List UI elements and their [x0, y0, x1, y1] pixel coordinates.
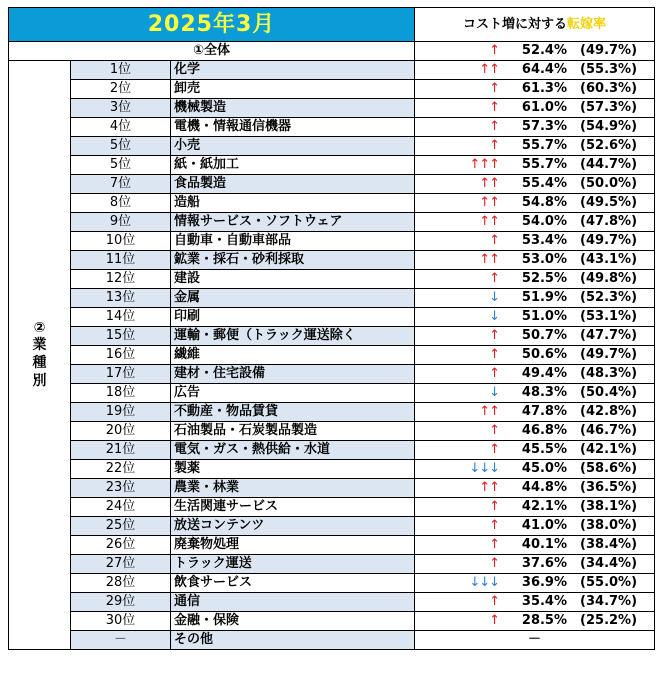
trend-arrow-icon: ↑↑ [479, 62, 500, 77]
rate-cell [415, 308, 655, 327]
industry-name: 広告 [171, 384, 415, 403]
rate-box [415, 460, 654, 478]
rate-box [415, 99, 654, 117]
rank-cell: 18位 [71, 384, 171, 403]
current-rate: 40.1% [521, 537, 568, 552]
header-row [9, 8, 655, 42]
rank-cell: 4位 [71, 118, 171, 137]
industry-name: 化学 [171, 61, 415, 80]
rank-cell: 27位 [71, 555, 171, 574]
industry-name: 印刷 [171, 308, 415, 327]
previous-rate: (42.8%) [580, 404, 638, 419]
trend-arrow-icon: ↓↓↓ [469, 461, 500, 476]
rate-box [415, 308, 654, 326]
current-rate: 55.7% [521, 157, 568, 172]
table-row [9, 422, 655, 441]
industry-name: 繊維 [171, 346, 415, 365]
previous-rate: (49.8%) [580, 271, 638, 286]
current-rate: 36.9% [521, 575, 568, 590]
section-label-char: 業 [32, 337, 47, 353]
table-row [9, 384, 655, 403]
current-rate: 51.0% [521, 309, 568, 324]
rate-cell [415, 289, 655, 308]
previous-rate: (54.9%) [580, 119, 638, 134]
rank-cell: 14位 [71, 308, 171, 327]
current-rate: 45.0% [521, 461, 568, 476]
rank-cell: 21位 [71, 441, 171, 460]
table-row [9, 118, 655, 137]
rate-box [415, 156, 654, 174]
table-row [9, 593, 655, 612]
section-label [9, 61, 71, 650]
rate-cell [415, 346, 655, 365]
industry-name: 電機・情報通信機器 [171, 118, 415, 137]
trend-arrow-icon: ↑↑ [479, 252, 500, 267]
trend-arrow-icon: ↑ [489, 138, 500, 153]
trend-arrow-icon: ↑ [489, 119, 500, 134]
table-row [9, 441, 655, 460]
previous-rate: (43.1%) [580, 252, 638, 267]
table-row [9, 403, 655, 422]
current-rate: 51.9% [521, 290, 568, 305]
rank-cell: 19位 [71, 403, 171, 422]
rate-header-emphasis: 転嫁率 [567, 17, 607, 32]
table-row [9, 574, 655, 593]
rate-cell [415, 232, 655, 251]
industry-name: 製薬 [171, 460, 415, 479]
current-rate: 61.3% [521, 81, 568, 96]
table-row [9, 80, 655, 99]
trend-arrow-icon: ↑ [489, 537, 500, 552]
table-row [9, 194, 655, 213]
rate-cell [415, 99, 655, 118]
previous-rate: (38.0%) [580, 518, 638, 533]
trend-arrow-icon: ↑ [489, 594, 500, 609]
rate-box [415, 479, 654, 497]
rate-cell [415, 80, 655, 99]
trend-arrow-icon: ↑ [489, 613, 500, 628]
rank-cell: 13位 [71, 289, 171, 308]
previous-rate: (47.7%) [580, 328, 638, 343]
industry-name: 紙・紙加工 [171, 156, 415, 175]
current-rate: 50.7% [521, 328, 568, 343]
rank-cell: 5位 [71, 137, 171, 156]
current-rate: 52.5% [521, 271, 568, 286]
rank-cell: 25位 [71, 517, 171, 536]
current-rate: 28.5% [521, 613, 568, 628]
industry-name: 廃棄物処理 [171, 536, 415, 555]
current-rate: 49.4% [521, 366, 568, 381]
rank-cell: 7位 [71, 175, 171, 194]
trend-arrow-icon: ↑↑ [479, 480, 500, 495]
rate-cell [415, 270, 655, 289]
current-rate: 42.1% [521, 499, 568, 514]
rank-cell: 28位 [71, 574, 171, 593]
rate-box [415, 574, 654, 592]
rate-box [415, 270, 654, 288]
trend-arrow-icon: ↑↑ [479, 404, 500, 419]
rank-cell: 26位 [71, 536, 171, 555]
section-label-char: 別 [32, 373, 47, 389]
industry-name: 運輸・郵便（トラック運送除く [171, 327, 415, 346]
trend-arrow-icon: ↑ [489, 499, 500, 514]
rate-box [415, 517, 654, 535]
trend-arrow-icon: ↑ [489, 347, 500, 362]
previous-rate: (34.4%) [580, 556, 638, 571]
table-row [9, 251, 655, 270]
current-rate: 57.3% [521, 119, 568, 134]
table-row [9, 99, 655, 118]
previous-rate: (50.4%) [580, 385, 638, 400]
rate-box [415, 346, 654, 364]
table-row [9, 612, 655, 631]
rate-cell [415, 555, 655, 574]
industry-name: 情報サービス・ソフトウェア [171, 213, 415, 232]
rate-box [415, 80, 654, 98]
previous-rate: (47.8%) [580, 214, 638, 229]
rate-box [415, 612, 654, 630]
rate-cell [415, 536, 655, 555]
industry-name: 石油製品・石炭製品製造 [171, 422, 415, 441]
table-row [9, 270, 655, 289]
industry-name: 小売 [171, 137, 415, 156]
industry-name: トラック運送 [171, 555, 415, 574]
current-rate: 48.3% [521, 385, 568, 400]
previous-rate: (60.3%) [580, 81, 638, 96]
rate-box [415, 289, 654, 307]
rate-box [415, 118, 654, 136]
total-value-cell [415, 42, 655, 61]
previous-rate: (49.7%) [580, 347, 638, 362]
rate-cell [415, 612, 655, 631]
table-row [9, 517, 655, 536]
table-row-other [9, 631, 655, 650]
current-rate: 44.8% [521, 480, 568, 495]
previous-rate: (55.0%) [580, 575, 638, 590]
rank-cell: 5位 [71, 156, 171, 175]
industry-name: 建設 [171, 270, 415, 289]
table-row [9, 137, 655, 156]
industry-name: 不動産・物品賃貸 [171, 403, 415, 422]
rank-cell: 9位 [71, 213, 171, 232]
trend-arrow-icon: ↑ [489, 518, 500, 533]
trend-arrow-icon: ↑↑↑ [469, 157, 500, 172]
trend-arrow-icon: ↑ [489, 233, 500, 248]
table-row [9, 232, 655, 251]
current-rate: 45.5% [521, 442, 568, 457]
rate-cell [415, 213, 655, 232]
rate-cell [415, 251, 655, 270]
rate-box [415, 384, 654, 402]
industry-name: 造船 [171, 194, 415, 213]
previous-rate: (52.3%) [580, 290, 638, 305]
rank-cell: 29位 [71, 593, 171, 612]
rate-box [415, 498, 654, 516]
previous-rate: (42.1%) [580, 442, 638, 457]
rate-box [415, 422, 654, 440]
trend-arrow-icon: ↑ [489, 442, 500, 457]
rate-column-header [415, 8, 655, 42]
rate-box [415, 137, 654, 155]
current-rate: 46.8% [521, 423, 568, 438]
rank-cell: 30位 [71, 612, 171, 631]
industry-name: 建材・住宅設備 [171, 365, 415, 384]
previous-rate: (49.7%) [580, 233, 638, 248]
rate-box [415, 251, 654, 269]
table-row [9, 460, 655, 479]
rate-cell [415, 593, 655, 612]
rate-cell [415, 498, 655, 517]
previous-rate: (38.4%) [580, 537, 638, 552]
trend-arrow-icon: ↑↑ [479, 214, 500, 229]
rate-cell [415, 479, 655, 498]
current-rate: 47.8% [521, 404, 568, 419]
previous-rate: (46.7%) [580, 423, 638, 438]
rate-cell [415, 156, 655, 175]
current-rate: 41.0% [521, 518, 568, 533]
rate-cell [415, 403, 655, 422]
current-rate: 64.4% [521, 62, 568, 77]
rate-box [415, 175, 654, 193]
trend-arrow-icon: ↑↑ [479, 176, 500, 191]
previous-rate: (50.0%) [580, 176, 638, 191]
trend-arrow-icon: ↑ [489, 328, 500, 343]
industry-name: 自動車・自動車部品 [171, 232, 415, 251]
rate-cell [415, 327, 655, 346]
industry-ranking-table [8, 7, 655, 650]
trend-arrow-icon: ↓ [489, 290, 500, 305]
rank-cell: 11位 [71, 251, 171, 270]
rank-cell: 22位 [71, 460, 171, 479]
rate-cell [415, 118, 655, 137]
rate-cell [415, 365, 655, 384]
rate-box [415, 403, 654, 421]
trend-arrow-icon: ↓ [489, 385, 500, 400]
rate-cell [415, 460, 655, 479]
industry-name: 飲食サービス [171, 574, 415, 593]
section-number: ② [33, 320, 46, 336]
table-row [9, 536, 655, 555]
previous-rate: (36.5%) [580, 480, 638, 495]
rank-cell: 12位 [71, 270, 171, 289]
trend-arrow-icon: ↑ [489, 423, 500, 438]
current-rate: 53.0% [521, 252, 568, 267]
table-row [9, 175, 655, 194]
rank-cell: 23位 [71, 479, 171, 498]
industry-name: その他 [171, 631, 415, 650]
total-label: ①全体 [9, 42, 415, 61]
table-row [9, 156, 655, 175]
previous-rate: (58.6%) [580, 461, 638, 476]
current-rate: 50.6% [521, 347, 568, 362]
rank-cell: 24位 [71, 498, 171, 517]
trend-arrow-icon: ↑ [489, 100, 500, 115]
total-prev-rate: (49.7%) [580, 43, 638, 58]
trend-arrow-icon: ↓↓↓ [469, 575, 500, 590]
rate-header-label: コスト増に対する [463, 17, 568, 32]
previous-rate: (49.5%) [580, 195, 638, 210]
rank-cell: 16位 [71, 346, 171, 365]
rank-cell: 10位 [71, 232, 171, 251]
rate-box [415, 327, 654, 345]
previous-rate: (44.7%) [580, 157, 638, 172]
rank-cell: 20位 [71, 422, 171, 441]
rate-cell [415, 441, 655, 460]
rate-box [415, 61, 654, 79]
industry-name: 放送コンテンツ [171, 517, 415, 536]
previous-rate: (38.1%) [580, 499, 638, 514]
trend-arrow-icon: ↑ [489, 556, 500, 571]
current-rate: 54.0% [521, 214, 568, 229]
previous-rate: (48.3%) [580, 366, 638, 381]
table-row [9, 498, 655, 517]
rate-box [415, 593, 654, 611]
rank-cell: 2位 [71, 80, 171, 99]
rank-cell: 3位 [71, 99, 171, 118]
rate-cell [415, 61, 655, 80]
rate-box [415, 194, 654, 212]
table-row [9, 308, 655, 327]
rank-cell: 17位 [71, 365, 171, 384]
period-title: 2025年3月 [9, 8, 415, 42]
industry-name: 農業・林業 [171, 479, 415, 498]
trend-arrow-icon: ↑ [489, 81, 500, 96]
current-rate: 37.6% [521, 556, 568, 571]
previous-rate: (57.3%) [580, 100, 638, 115]
table-row [9, 365, 655, 384]
current-rate: － [528, 632, 542, 647]
current-rate: 53.4% [521, 233, 568, 248]
table-row [9, 61, 655, 80]
rate-cell [415, 137, 655, 156]
rank-cell: 1位 [71, 61, 171, 80]
rate-cell [415, 194, 655, 213]
trend-arrow-icon: ↓ [489, 309, 500, 324]
rank-cell: 8位 [71, 194, 171, 213]
table-row [9, 213, 655, 232]
previous-rate: (55.3%) [580, 62, 638, 77]
current-rate: 61.0% [521, 100, 568, 115]
current-rate: 55.7% [521, 138, 568, 153]
current-rate: 54.8% [521, 195, 568, 210]
previous-rate: (34.7%) [580, 594, 638, 609]
rank-cell: － [71, 631, 171, 650]
industry-name: 電気・ガス・熱供給・水道 [171, 441, 415, 460]
table-row [9, 327, 655, 346]
previous-rate: (25.2%) [580, 613, 638, 628]
industry-name: 卸売 [171, 80, 415, 99]
industry-name: 鉱業・採石・砂利採取 [171, 251, 415, 270]
total-row [9, 42, 655, 61]
industry-name: 金属 [171, 289, 415, 308]
industry-name: 生活関連サービス [171, 498, 415, 517]
section-label-char: 種 [32, 355, 47, 371]
trend-arrow-icon: ↑ [489, 43, 500, 58]
previous-rate: (53.1%) [580, 309, 638, 324]
rate-box [415, 232, 654, 250]
table-row [9, 479, 655, 498]
rate-box [415, 441, 654, 459]
industry-name: 金融・保険 [171, 612, 415, 631]
current-rate: 35.4% [521, 594, 568, 609]
rate-cell [415, 175, 655, 194]
rate-cell [415, 422, 655, 441]
industry-name: 通信 [171, 593, 415, 612]
trend-arrow-icon: ↑↑ [479, 195, 500, 210]
rate-cell [415, 631, 655, 650]
table-row [9, 555, 655, 574]
table-row [9, 289, 655, 308]
rate-box [415, 213, 654, 231]
rate-box [415, 536, 654, 554]
industry-name: 食品製造 [171, 175, 415, 194]
total-rate: 52.4% [521, 43, 568, 58]
table-row [9, 346, 655, 365]
trend-arrow-icon: ↑ [489, 366, 500, 381]
rate-cell [415, 574, 655, 593]
rank-cell: 15位 [71, 327, 171, 346]
rate-box [415, 365, 654, 383]
rate-cell [415, 384, 655, 403]
rate-box [415, 555, 654, 573]
industry-name: 機械製造 [171, 99, 415, 118]
current-rate: 55.4% [521, 176, 568, 191]
previous-rate: (52.6%) [580, 138, 638, 153]
trend-arrow-icon: ↑ [489, 271, 500, 286]
rate-cell [415, 517, 655, 536]
